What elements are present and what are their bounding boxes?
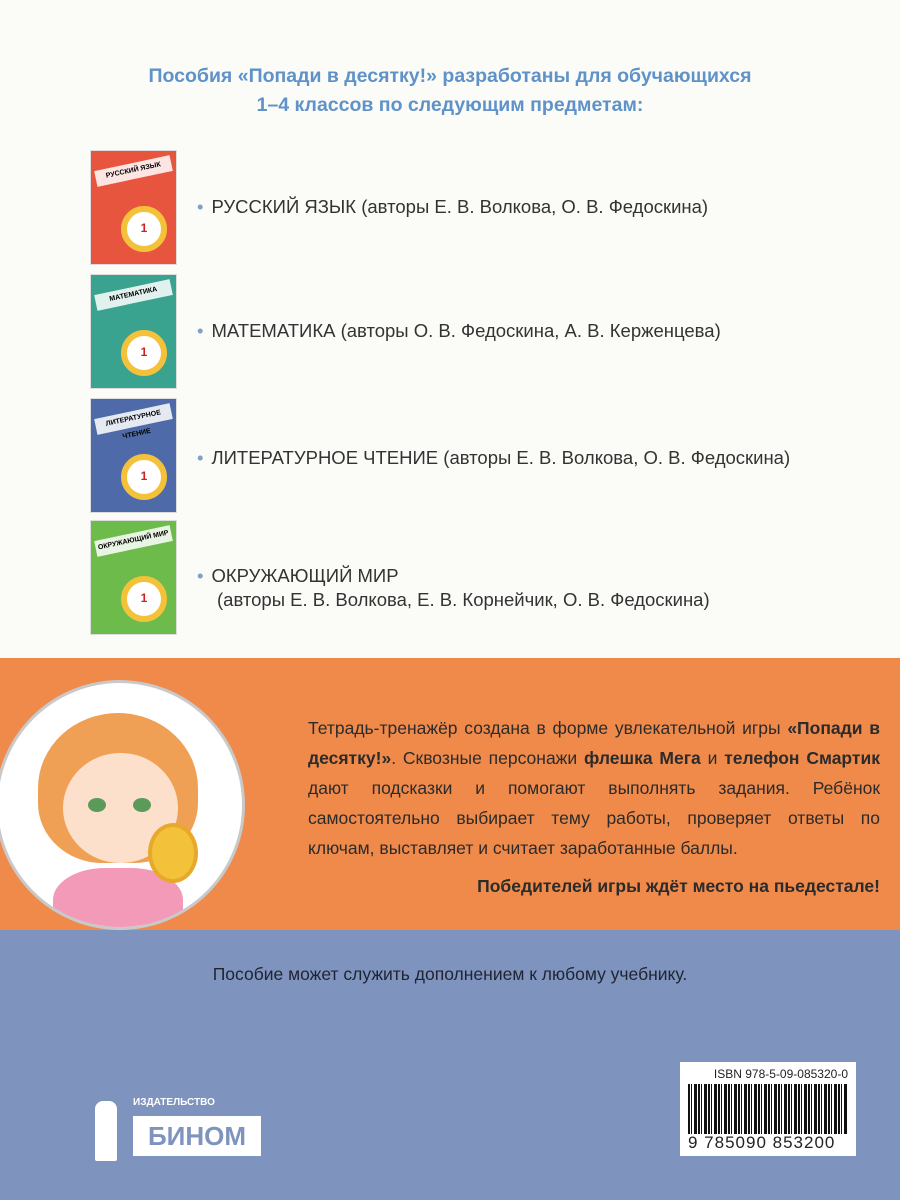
grade: 1 xyxy=(140,591,148,605)
publisher-name: БИНОМ xyxy=(133,1116,261,1156)
bullet-icon: • xyxy=(197,447,204,468)
description-text: Тетрадь-тренажёр создана в форме увлекательной игры «Попади в десятку!». Сквозные персонажи флешка Мега и телефон Смартик дают подсказки и помогают выполнять задания. Ребёнок самостоятельно выбирает тему работы, проверяет ответы по ключам, выставляет и считает заработанные баллы. xyxy=(308,718,880,858)
isbn-text: ISBN 978-5-09-085320-0 xyxy=(713,1067,848,1081)
subject-label: ОКРУЖАЮЩИЙ МИР xyxy=(211,565,399,586)
supplement-note: Пособие может служить дополнением к любому учебнику. xyxy=(212,964,688,984)
subject-item xyxy=(197,195,708,219)
subject-label: РУССКИЙ ЯЗЫК (авторы Е. В. Волкова, О. В. Федоскина) xyxy=(211,196,709,217)
publisher-logo xyxy=(95,1093,265,1163)
book-cover-world xyxy=(90,520,177,635)
book-title: ОКРУЖАЮЩИЙ МИР xyxy=(94,525,173,557)
subject-item xyxy=(197,564,710,612)
subject-item xyxy=(197,319,721,343)
target-icon xyxy=(121,206,167,252)
bullet-icon: • xyxy=(197,320,204,341)
barcode-icon xyxy=(688,1084,848,1134)
target-icon xyxy=(121,330,167,376)
publisher-prefix: ИЗДАТЕЛЬСТВО xyxy=(133,1097,215,1108)
mirror-icon xyxy=(148,823,198,883)
book-title: МАТЕМАТИКА xyxy=(94,279,173,311)
girl-illustration xyxy=(0,680,245,930)
target-icon xyxy=(121,454,167,500)
statue-icon xyxy=(95,1101,117,1161)
heading-line-1: Пособия «Попади в десятку!» разработаны для обучающихся xyxy=(148,65,752,87)
subject-label: МАТЕМАТИКА (авторы О. В. Федоскина, А. В. Керженцева) xyxy=(211,320,721,341)
subject-item xyxy=(197,446,790,470)
subject-label: ЛИТЕРАТУРНОЕ ЧТЕНИЕ (авторы Е. В. Волкова, О. В. Федоскина) xyxy=(211,447,791,468)
bullet-icon: • xyxy=(197,196,204,217)
book-cover-russian xyxy=(90,150,177,265)
book-title: РУССКИЙ ЯЗЫК xyxy=(94,155,173,187)
target-icon xyxy=(121,576,167,622)
isbn-barcode xyxy=(680,1062,856,1156)
winner-slogan: Победителей игры ждёт место на пьедестале! xyxy=(477,876,880,896)
book-cover-math xyxy=(90,274,177,389)
grade: 1 xyxy=(140,469,148,483)
book-cover-reading xyxy=(90,398,177,513)
grade: 1 xyxy=(140,345,148,359)
barcode-digits: 9 785090 853200 xyxy=(688,1133,836,1152)
bullet-icon: • xyxy=(197,565,204,586)
subject-authors: (авторы Е. В. Волкова, Е. В. Корнейчик, О. В. Федоскина) xyxy=(217,589,710,610)
book-title: ЛИТЕРАТУРНОЕ ЧТЕНИЕ xyxy=(94,403,173,435)
heading-line-2: 1–4 классов по следующим предметам: xyxy=(256,94,644,116)
page-heading xyxy=(60,62,840,120)
grade: 1 xyxy=(140,221,148,235)
